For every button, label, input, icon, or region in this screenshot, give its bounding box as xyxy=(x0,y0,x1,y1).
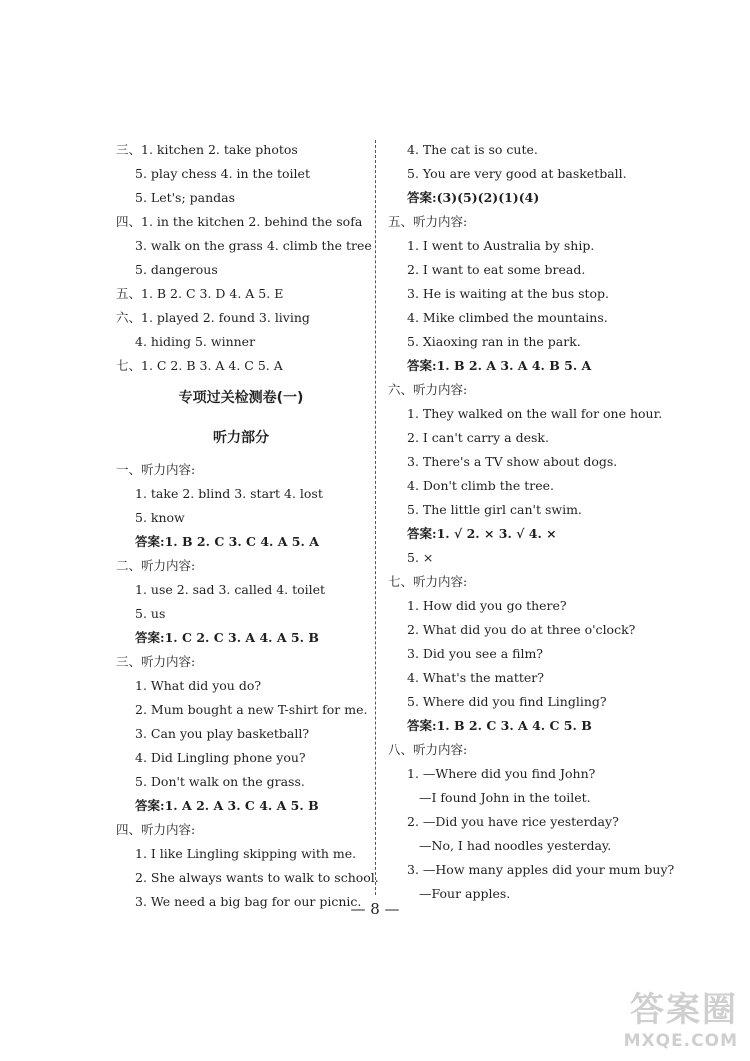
text-line: 5. us xyxy=(135,606,166,621)
text-line: —No, I had noodles yesterday. xyxy=(419,838,612,853)
text-line: 1. —Where did you find John? xyxy=(407,766,596,781)
text-line: 3. walk on the grass 4. climb the tree xyxy=(135,238,372,253)
text-line: 5. The little girl can't swim. xyxy=(407,502,582,517)
text-line: 4. The cat is so cute. xyxy=(407,142,538,157)
answer-line: 答案:1. B 2. A 3. A 4. B 5. A xyxy=(407,358,592,373)
text-line: 一、听力内容: xyxy=(116,462,196,477)
left-column xyxy=(116,138,379,914)
column-divider xyxy=(375,140,376,895)
answer-line: 答案:1. C 2. C 3. A 4. A 5. B xyxy=(135,630,319,645)
text-line: 八、听力内容: xyxy=(388,742,468,757)
text-line: 三、1. kitchen 2. take photos xyxy=(116,142,298,157)
text-line: 5. Xiaoxing ran in the park. xyxy=(407,334,581,349)
text-line: 2. Mum bought a new T-shirt for me. xyxy=(135,702,368,717)
text-line: 1. They walked on the wall for one hour. xyxy=(407,406,663,421)
text-line: 4. Mike climbed the mountains. xyxy=(407,310,608,325)
text-line: 5. Let's; pandas xyxy=(135,190,236,205)
text-line: 5. know xyxy=(135,510,185,525)
answer-line: 答案:1. √ 2. × 3. √ 4. × xyxy=(407,526,557,541)
text-line: 1. I like Lingling skipping with me. xyxy=(135,846,357,861)
watermark-logo xyxy=(624,982,738,1051)
text-line: 3. There's a TV show about dogs. xyxy=(407,454,618,469)
text-line: 5. Where did you find Lingling? xyxy=(407,694,607,709)
text-line: 4. hiding 5. winner xyxy=(135,334,256,349)
text-line: 2. What did you do at three o'clock? xyxy=(407,622,636,637)
text-line: 七、1. C 2. B 3. A 4. C 5. A xyxy=(116,358,283,373)
answer-line: 答案:1. B 2. C 3. C 4. A 5. A xyxy=(135,534,319,549)
text-line: —Four apples. xyxy=(419,886,511,901)
text-line: 七、听力内容: xyxy=(388,574,468,589)
section-heading: 专项过关检测卷(一) xyxy=(178,390,304,406)
text-line: 5. dangerous xyxy=(135,262,218,277)
text-line: 二、听力内容: xyxy=(116,558,196,573)
answer-line: 答案:(3)(5)(2)(1)(4) xyxy=(407,190,540,205)
text-line: 1. use 2. sad 3. called 4. toilet xyxy=(135,582,326,597)
text-line: 四、1. in the kitchen 2. behind the sofa xyxy=(116,214,363,229)
text-line: 3. —How many apples did your mum buy? xyxy=(407,862,675,877)
text-line: 五、1. B 2. C 3. D 4. A 5. E xyxy=(116,286,284,301)
text-line: 3. Did you see a film? xyxy=(407,646,544,661)
text-line: 4. What's the matter? xyxy=(407,670,544,685)
text-line: 1. take 2. blind 3. start 4. lost xyxy=(135,486,323,501)
text-line: 5. You are very good at basketball. xyxy=(407,166,627,181)
text-line: 2. She always wants to walk to school. xyxy=(135,870,379,885)
text-line: 3. Can you play basketball? xyxy=(135,726,310,741)
text-line: 三、听力内容: xyxy=(116,654,196,669)
text-line: 3. He is waiting at the bus stop. xyxy=(407,286,610,301)
text-line: 5. × xyxy=(407,550,434,565)
text-line: 六、听力内容: xyxy=(388,382,468,397)
text-line: 2. I can't carry a desk. xyxy=(407,430,549,445)
text-line: 3. We need a big bag for our picnic. xyxy=(135,894,362,909)
text-line: 1. What did you do? xyxy=(135,678,262,693)
text-line: 5. play chess 4. in the toilet xyxy=(135,166,310,181)
text-line: 2. I want to eat some bread. xyxy=(407,262,586,277)
text-line: 六、1. played 2. found 3. living xyxy=(116,310,310,325)
text-line: 五、听力内容: xyxy=(388,214,468,229)
watermark-top-text: 答案圈 xyxy=(630,990,738,1030)
text-line: —I found John in the toilet. xyxy=(419,790,591,805)
text-line: 4. Don't climb the tree. xyxy=(407,478,554,493)
text-line: 四、听力内容: xyxy=(116,822,196,837)
answer-line: 答案:1. A 2. A 3. C 4. A 5. B xyxy=(135,798,319,813)
text-line: 4. Did Lingling phone you? xyxy=(135,750,306,765)
text-line: 2. —Did you have rice yesterday? xyxy=(407,814,619,829)
text-line: 5. Don't walk on the grass. xyxy=(135,774,305,789)
text-line: 1. I went to Australia by ship. xyxy=(407,238,595,253)
watermark-bottom-text: MXQE.COM xyxy=(623,1031,738,1051)
right-column xyxy=(388,138,675,906)
page-number: — 8 — xyxy=(350,900,400,918)
section-heading: 听力部分 xyxy=(213,430,269,446)
answer-line: 答案:1. B 2. C 3. A 4. C 5. B xyxy=(407,718,592,733)
text-line: 1. How did you go there? xyxy=(407,598,567,613)
